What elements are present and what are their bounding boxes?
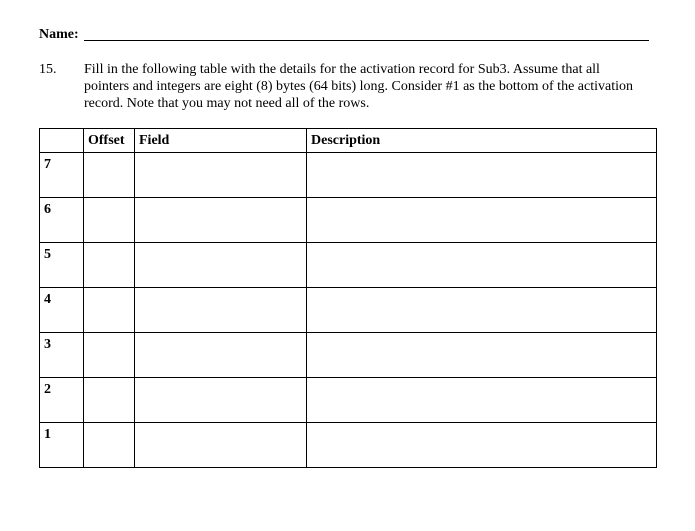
row-number: 6 — [40, 198, 84, 243]
table-row — [40, 378, 657, 423]
field-cell[interactable] — [135, 153, 307, 198]
row-number: 5 — [40, 243, 84, 288]
description-cell[interactable] — [307, 423, 657, 468]
description-cell[interactable] — [307, 198, 657, 243]
field-cell[interactable] — [135, 423, 307, 468]
offset-cell[interactable] — [84, 243, 135, 288]
header-description: Description — [307, 129, 657, 153]
name-row — [39, 27, 649, 43]
table-row — [40, 333, 657, 378]
row-number: 4 — [40, 288, 84, 333]
offset-cell[interactable] — [84, 333, 135, 378]
name-label: Name: — [39, 27, 79, 42]
table-row — [40, 153, 657, 198]
row-number: 1 — [40, 423, 84, 468]
field-cell[interactable] — [135, 333, 307, 378]
description-cell[interactable] — [307, 333, 657, 378]
row-number: 2 — [40, 378, 84, 423]
question-text: Fill in the following table with the details for the activation record for Sub3. Assume that all pointers and integers are eight (8) bytes (64 bits) long. Consider #1 as the bottom of the activation record. Note that you may not need all of the rows. — [84, 62, 633, 111]
table-row — [40, 243, 657, 288]
header-offset: Offset — [84, 129, 135, 153]
header-row-number — [40, 129, 84, 153]
table-row — [40, 288, 657, 333]
table-header-row — [40, 129, 657, 153]
field-cell[interactable] — [135, 378, 307, 423]
offset-cell[interactable] — [84, 198, 135, 243]
description-cell[interactable] — [307, 378, 657, 423]
description-cell[interactable] — [307, 153, 657, 198]
activation-record-table — [39, 128, 657, 468]
description-cell[interactable] — [307, 288, 657, 333]
field-cell[interactable] — [135, 198, 307, 243]
offset-cell[interactable] — [84, 423, 135, 468]
offset-cell[interactable] — [84, 288, 135, 333]
description-cell[interactable] — [307, 243, 657, 288]
field-cell[interactable] — [135, 243, 307, 288]
table-row — [40, 198, 657, 243]
name-blank-line[interactable] — [84, 40, 649, 41]
table-body — [40, 153, 657, 468]
table-row — [40, 423, 657, 468]
row-number: 7 — [40, 153, 84, 198]
header-field: Field — [135, 129, 307, 153]
row-number: 3 — [40, 333, 84, 378]
offset-cell[interactable] — [84, 378, 135, 423]
question-number: 15. — [39, 62, 57, 77]
offset-cell[interactable] — [84, 153, 135, 198]
field-cell[interactable] — [135, 288, 307, 333]
